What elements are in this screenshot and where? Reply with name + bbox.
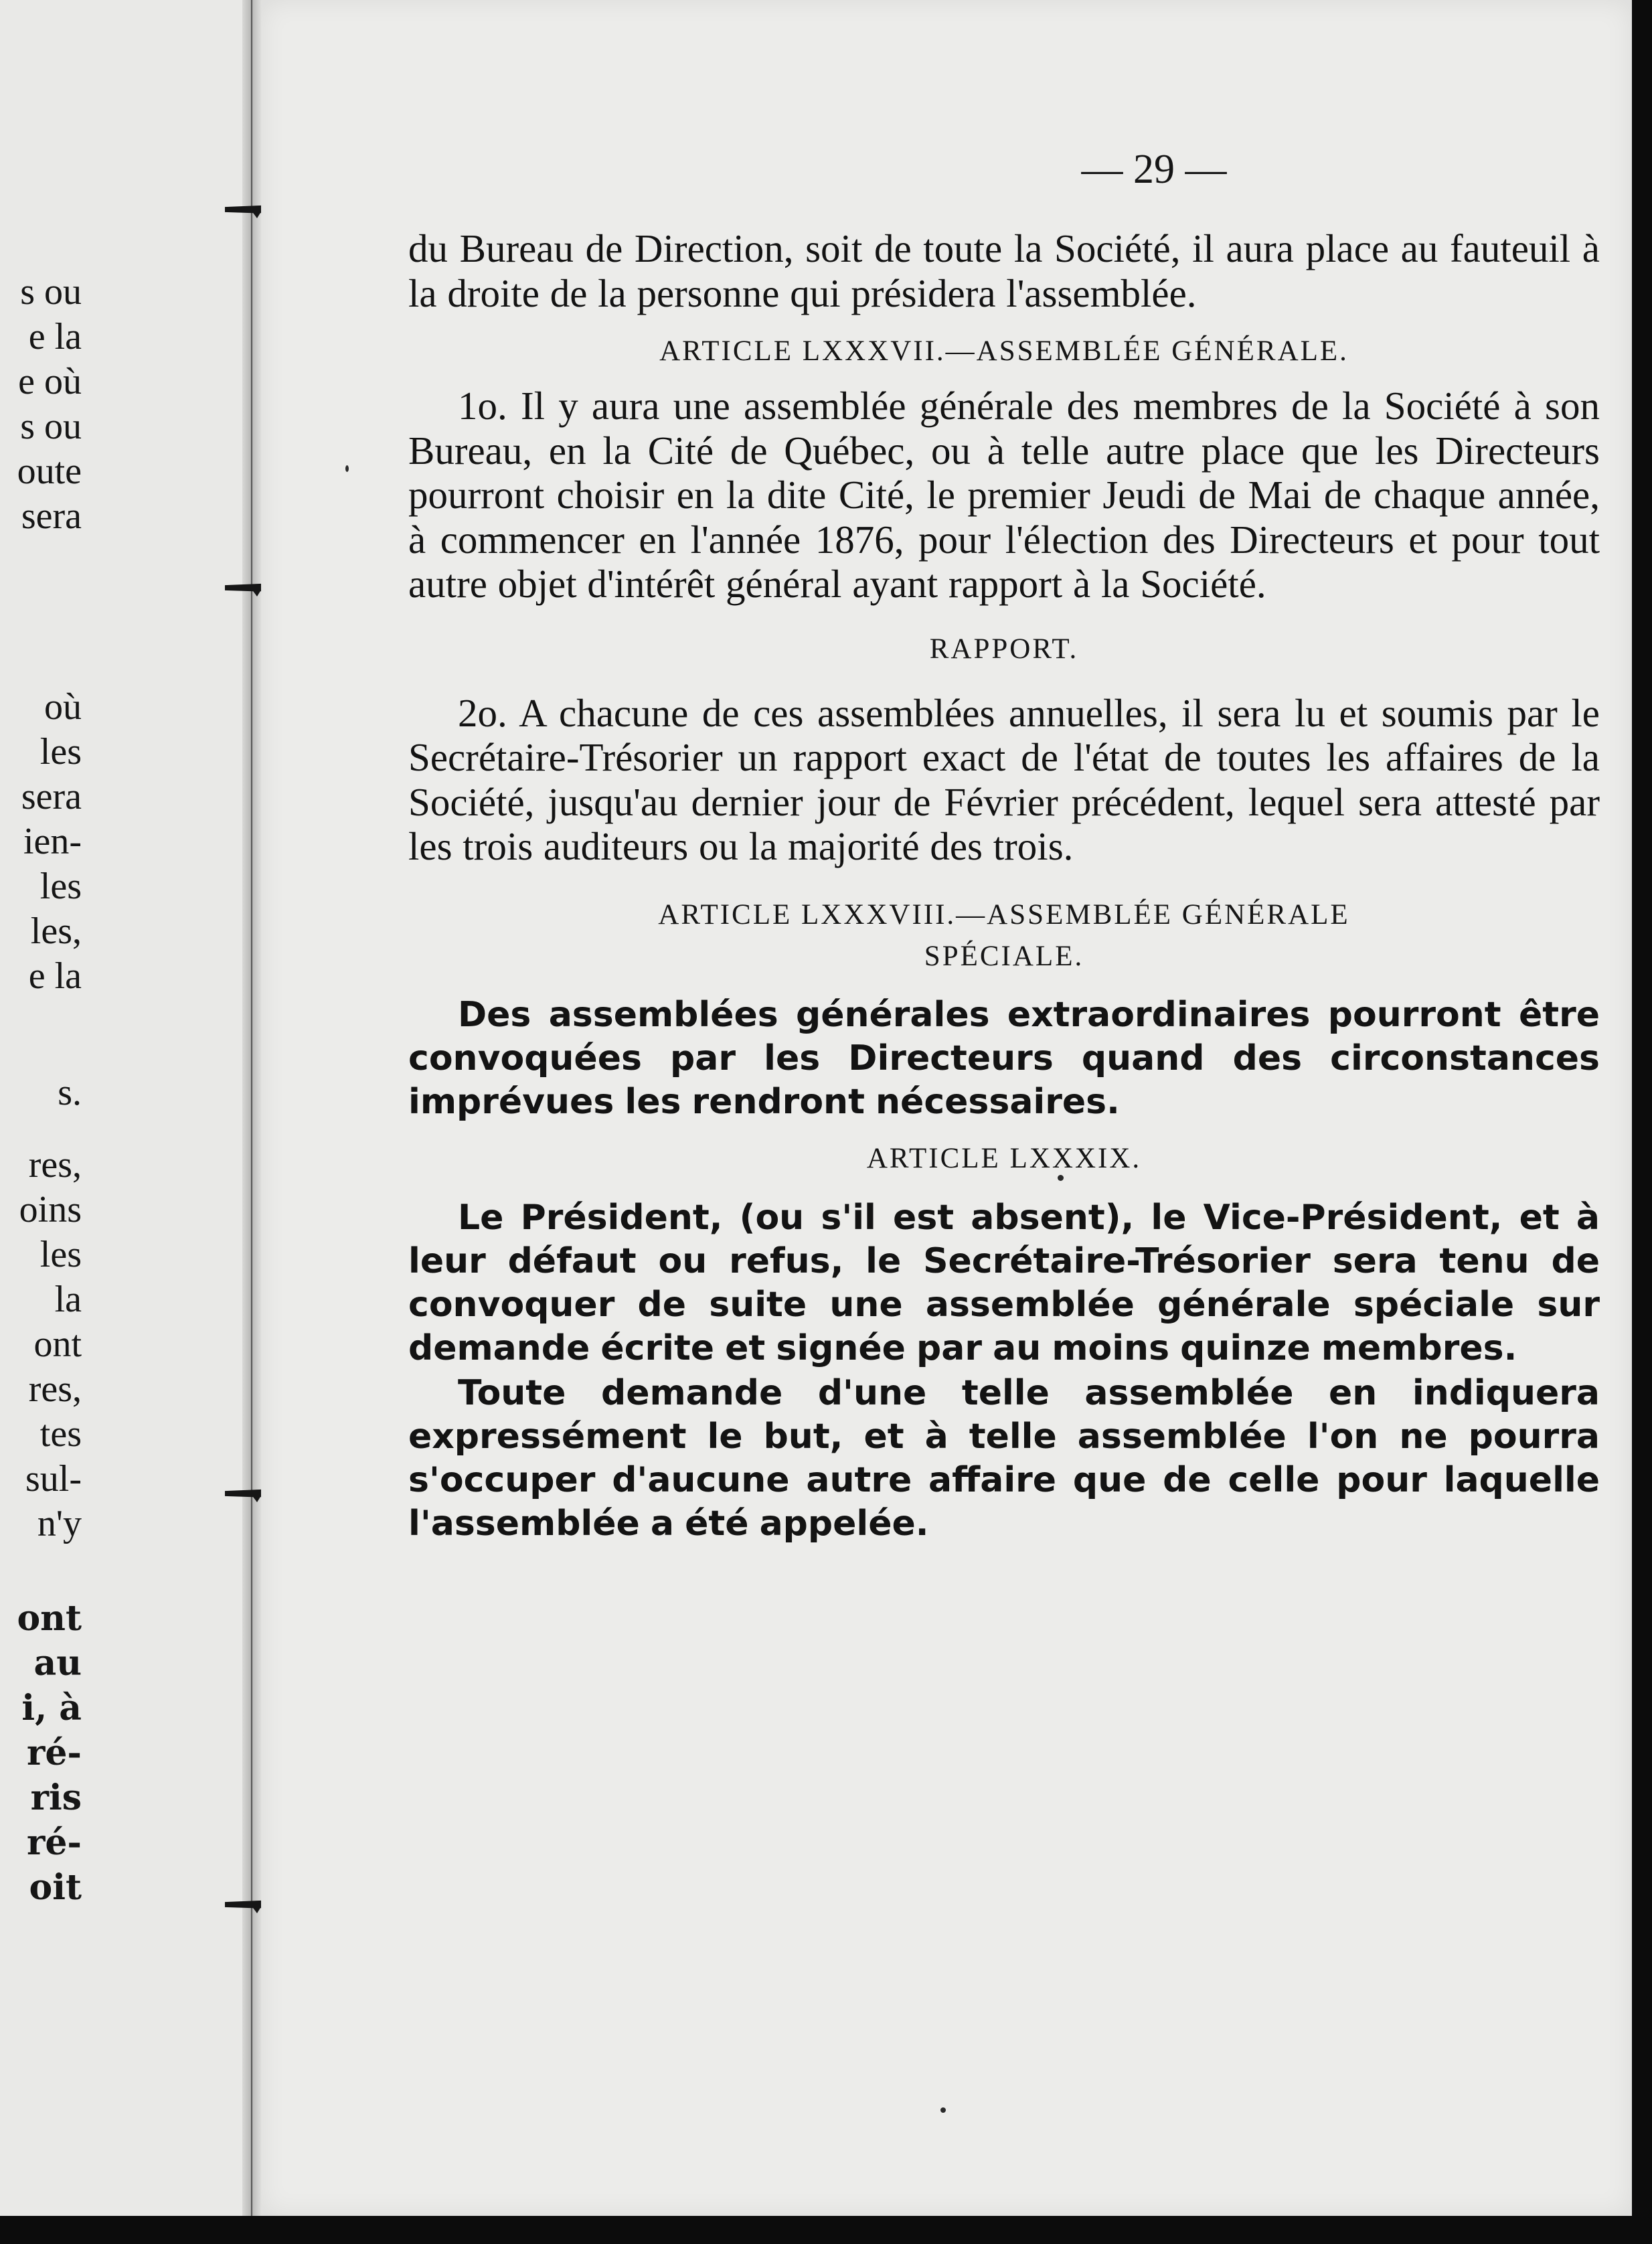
left-page-fragment: au xyxy=(33,1643,82,1684)
scan-border-right xyxy=(1632,0,1652,2244)
left-page-fragment: la xyxy=(54,1279,82,1320)
article-89-paragraph-2: Toute demande d'une telle assemblée en indiquera expressément le but, et à telle assemblée l'on ne pourra s'occuper d'aucune autre affaire que de celle pour laquelle l'assemblée a été appelée. xyxy=(408,1372,1600,1544)
right-page xyxy=(261,0,1632,2216)
left-page-fragment: ré- xyxy=(26,1822,82,1863)
article-88-paragraph: Des assemblées générales extraordinaires pourront être convoquées par les Directeurs quand des circonstances imprévues les rendront nécessaires. xyxy=(408,994,1600,1122)
page-body xyxy=(408,226,1600,1546)
left-page-fragment: res, xyxy=(28,1368,82,1410)
left-page-fragment: sera xyxy=(21,776,82,817)
left-page-fragment: oins xyxy=(19,1189,82,1230)
left-page-fragment: res, xyxy=(28,1144,82,1186)
left-page-fragment: ont xyxy=(17,1598,82,1639)
left-page-fragment: les xyxy=(39,866,82,907)
left-page-fragment: s ou xyxy=(20,406,82,447)
article-89-heading: ARTICLE LXXXIX. xyxy=(866,1142,1142,1174)
left-page-fragment: e la xyxy=(28,316,82,357)
left-page-fragment: e la xyxy=(28,955,82,997)
article-88-heading xyxy=(408,894,1600,977)
left-page-fragment: n'y xyxy=(37,1503,82,1544)
left-page-fragment: ien- xyxy=(23,821,82,862)
continuation-paragraph: du Bureau de Direction, soit de toute la Société, il aura place au fauteuil à la droite de la personne qui présidera l'assemblée. xyxy=(408,226,1600,315)
left-page-fragment: ont xyxy=(33,1324,82,1365)
rapport-paragraph: 2o. A chacune de ces assemblées annuelles, il sera lu et soumis par le Secrétaire-Trésorier un rapport exact de l'état de toutes les affaires de la Société, jusqu'au dernier jour de Février précédent, lequel sera attesté par les trois auditeurs ou la majorité des trois. xyxy=(408,690,1600,868)
left-page-fragment: les xyxy=(39,1234,82,1275)
left-page-fragment: oute xyxy=(17,451,82,492)
rapport-heading: RAPPORT. xyxy=(929,633,1079,665)
article-89-paragraph-1: Le Président, (ou s'il est absent), le Vice-Président, et à leur défaut ou refus, le Secrétaire-Trésorier sera tenu de convoquer de suite une assemblée générale spéciale sur demande écrite et signée par au moins quinze membres. xyxy=(408,1197,1600,1368)
left-page-fragment: oit xyxy=(29,1867,82,1908)
left-facing-page xyxy=(0,0,242,2244)
left-page-text-fragments xyxy=(0,0,242,2244)
ink-speck xyxy=(1058,1175,1064,1181)
page-number: — 29 — xyxy=(1081,147,1227,192)
article-87-heading: ARTICLE LXXXVII.—ASSEMBLÉE GÉNÉRALE. xyxy=(659,335,1349,367)
left-page-fragment: les, xyxy=(30,910,82,952)
article-87-paragraph: 1o. Il y aura une assemblée générale des membres de la Société à son Bureau, en la Cité de Québec, ou à telle autre place que les Directeurs pourront choisir en la dite Cité, le premier Jeudi de Mai de chaque année, à commencer en l'année 1876, pour l'élection des Directeurs et pour tout autre objet d'intérêt général ayant rapport à la Société. xyxy=(408,384,1600,606)
left-page-fragment: ris xyxy=(30,1777,82,1818)
scan-border-bottom xyxy=(0,2216,1652,2244)
left-page-fragment: s ou xyxy=(20,271,82,313)
ink-speck xyxy=(345,465,349,472)
left-page-fragment: sul- xyxy=(25,1458,82,1500)
left-page-fragment: tes xyxy=(39,1413,82,1455)
left-page-fragment: i, à xyxy=(21,1688,82,1729)
left-page-fragment: où xyxy=(44,686,82,728)
left-page-fragment: les xyxy=(39,731,82,773)
article-88-heading-line1: ARTICLE LXXXVIII.—ASSEMBLÉE GÉNÉRALE xyxy=(658,898,1350,931)
article-88-heading-line2: SPÉCIALE. xyxy=(924,940,1084,972)
left-page-fragment: s. xyxy=(58,1072,82,1113)
left-page-fragment: e où xyxy=(18,361,82,402)
left-page-fragment: ré- xyxy=(26,1733,82,1773)
left-page-fragment: sera xyxy=(21,495,82,537)
ink-speck xyxy=(940,2107,946,2113)
